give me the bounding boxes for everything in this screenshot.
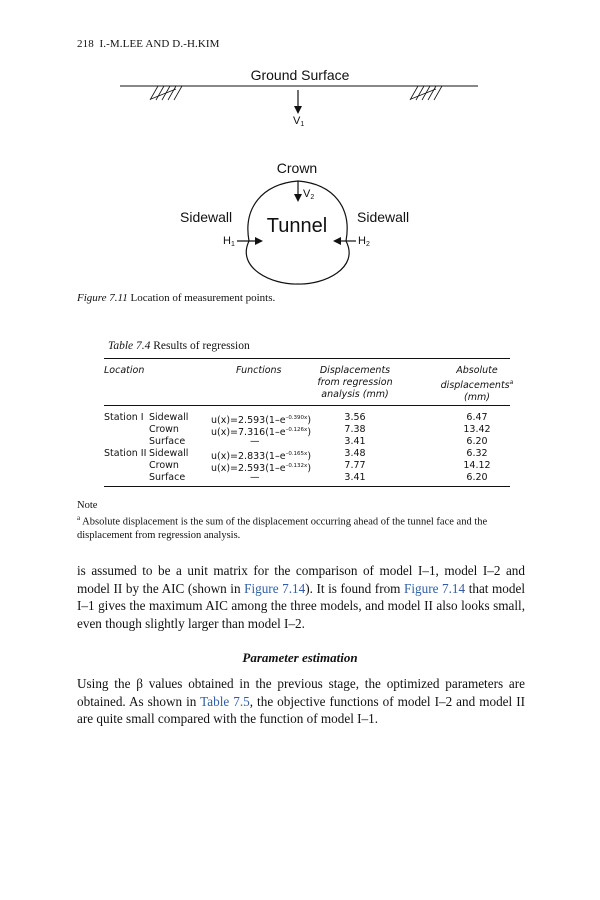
note-text: $^a$ Absolute displacement is the sum of the displacement occurring ahead of the tunnel face and the displacement from regression analysis. [77,514,488,541]
body-paragraph-1: is assumed to be a unit matrix for the comparison of model I–1, model I–2 and model II by the AIC (shown in Figure 7.14). It is found from Figure 7.14 that model I–1 gives the maximum AIC among the three models, and model II also looks small, even though slightly larger than model I–2. [77,563,526,631]
table-row: Surface — 3.41 6.20 [149,472,488,483]
table-body [104,406,510,486]
table-header [104,359,514,405]
table-row: Station I Sidewall $u(x)=2.593(1-e^{-0.390x})$ 3.56 6.47 [104,412,488,427]
h1-arrow-head [255,237,263,245]
ground-surface-label: Ground Surface [250,67,350,83]
v1-label: V1 [293,115,305,128]
ground-hatch-right [410,86,442,100]
table-caption [108,340,250,352]
h2-label: H2 [358,235,370,248]
measurement-points-figure [0,0,600,300]
sidewall-right-label: Sidewall [357,209,410,225]
ground-hatch-left [150,86,182,100]
table-row: Surface — 3.41 6.20 [149,436,488,447]
figure-caption [77,292,275,304]
h2-arrow-head [333,237,341,245]
v2-arrow [294,181,302,202]
table-row: Station II Sidewall $u(x)=2.833(1-e^{-0.165x})$ 3.48 6.32 [104,448,488,463]
header-authors: I.-M.LEE AND D.-H.KIM [99,38,220,50]
regression-table [104,358,514,487]
page-number: 218 [77,38,94,50]
table-row: Crown $u(x)=2.593(1-e^{-0.132x})$ 7.77 14.12 [149,460,491,475]
figure-caption-number: Figure 7.11 [77,292,128,304]
col-header-absolute: Absolute displacements$^a$ (mm) [440,365,514,404]
note-label: Note [77,500,98,511]
v1-arrow [294,90,302,114]
body-paragraph-2: Using the β values obtained in the previous stage, the optimized parameters are obtained. As shown in Table 7.5, the objective functions of model I–2 and model II are quite small compared with the function of model I–1. [77,676,525,727]
figure-7-14-link-2[interactable]: Figure 7.14 [404,580,466,596]
tunnel-label: Tunnel [266,215,328,237]
crown-label: Crown [276,160,318,176]
figure-caption-text: Location of measurement points. [130,292,276,304]
col-header-displacements: Displacements from regression analysis (mm) [317,365,393,400]
figure-7-14-link[interactable]: Figure 7.14 [244,580,306,596]
col-header-functions: Functions [236,365,282,376]
sidewall-left-label: Sidewall [180,209,233,225]
v2-label: V2 [303,188,315,201]
h1-label: H1 [223,235,235,248]
table-caption-text: Results of regression [153,340,250,352]
table-row: Crown $u(x)=7.316(1-e^{-0.126x})$ 7.38 13.42 [149,424,491,439]
table-caption-number: Table 7.4 [108,340,151,352]
table-bottom-rule [104,486,510,487]
table-note [77,499,527,542]
col-header-location: Location [104,365,145,376]
table-7-5-link[interactable]: Table 7.5 [200,693,250,709]
section-heading: Parameter estimation [242,650,358,665]
